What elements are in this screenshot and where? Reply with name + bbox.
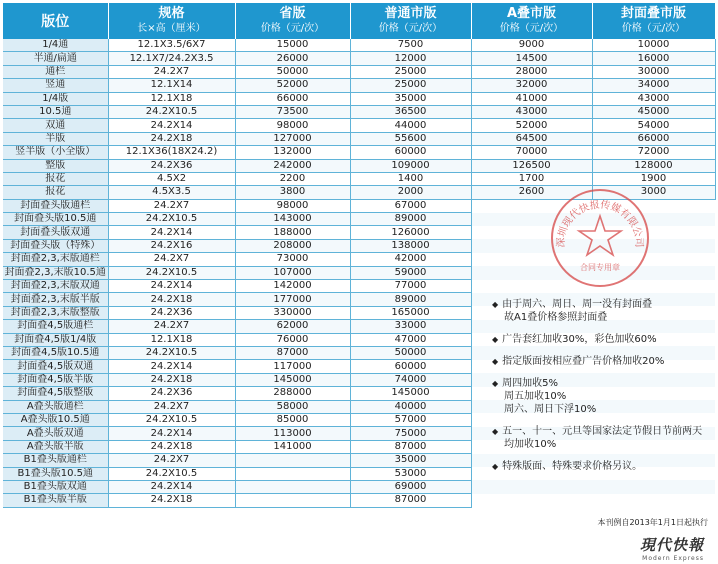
table-cell: 107000 <box>235 266 350 279</box>
table-cell: 72000 <box>592 146 715 159</box>
column-header-title: 封面叠市版 <box>620 6 686 21</box>
note-item <box>484 377 714 416</box>
table-row <box>3 52 715 65</box>
row-label: 封面叠头版双通 <box>3 226 108 239</box>
table-cell: 177000 <box>235 293 350 306</box>
row-label: 封面叠2,3,末版通栏 <box>3 253 108 266</box>
table-cell: 66000 <box>235 92 350 105</box>
row-label: 封面叠2,3,末版整版 <box>3 306 108 319</box>
table-cell: 24.2X10.5 <box>108 413 235 426</box>
note-line: ◆ 由于周六、周日、周一没有封面叠 <box>484 298 714 311</box>
table-cell: 9000 <box>471 39 592 52</box>
column-header-title: 规格 <box>158 6 185 21</box>
table-cell: 145000 <box>235 373 350 386</box>
column-header-title: 版位 <box>41 14 70 30</box>
table-row <box>3 79 715 92</box>
table-row <box>3 65 715 78</box>
table-cell <box>471 494 592 507</box>
table-cell: 85000 <box>235 413 350 426</box>
table-row <box>3 494 715 507</box>
note-item <box>484 460 714 473</box>
table-cell: 24.2X14 <box>108 427 235 440</box>
column-header <box>350 3 471 39</box>
table-row <box>3 92 715 105</box>
table-cell: 24.2X18 <box>108 494 235 507</box>
table-cell: 74000 <box>350 373 471 386</box>
note-line: ◆ 五一、十一、元旦等国家法定节假日节前两天 <box>484 425 714 438</box>
table-cell: 64500 <box>471 132 592 145</box>
table-cell: 77000 <box>350 280 471 293</box>
note-line: ◆ 广告套红加收30%，彩色加收60% <box>484 333 714 346</box>
row-label: A叠头版半版 <box>3 440 108 453</box>
row-label: B1叠头版通栏 <box>3 454 108 467</box>
table-cell <box>592 480 715 493</box>
table-cell: 143000 <box>235 213 350 226</box>
table-cell: 12.1X14 <box>108 79 235 92</box>
table-cell: 28000 <box>471 65 592 78</box>
table-cell: 12.1X3.5/6X7 <box>108 39 235 52</box>
row-label: 整版 <box>3 159 108 172</box>
row-label: 报花 <box>3 186 108 199</box>
table-cell: 24.2X36 <box>108 306 235 319</box>
row-label: 封面叠头版10.5通 <box>3 213 108 226</box>
table-cell: 3000 <box>592 186 715 199</box>
table-cell: 24.2X36 <box>108 387 235 400</box>
table-cell: 14500 <box>471 52 592 65</box>
row-label: 封面叠4,5版通栏 <box>3 320 108 333</box>
table-row <box>3 146 715 159</box>
table-cell: 126000 <box>350 226 471 239</box>
table-cell: 24.2X7 <box>108 253 235 266</box>
brand-name: 現代快報 <box>639 536 704 554</box>
table-cell: 87000 <box>350 494 471 507</box>
table-cell: 45000 <box>592 105 715 118</box>
note-item <box>484 333 714 346</box>
column-header-unit: 价格（元/次） <box>621 23 686 34</box>
table-cell: 12.1X18 <box>108 92 235 105</box>
table-row <box>3 480 715 493</box>
table-cell: 141000 <box>235 440 350 453</box>
note-line: ◆ 指定版面按相应叠广告价格加收20% <box>484 355 714 368</box>
row-label: 竖通 <box>3 79 108 92</box>
table-cell: 24.2X10.5 <box>108 105 235 118</box>
table-cell: 288000 <box>235 387 350 400</box>
table-cell: 16000 <box>592 52 715 65</box>
table-cell: 43000 <box>592 92 715 105</box>
table-cell: 33000 <box>350 320 471 333</box>
row-label: A叠头版10.5通 <box>3 413 108 426</box>
table-cell: 60000 <box>350 146 471 159</box>
table-cell: 24.2X7 <box>108 199 235 212</box>
table-cell: 24.2X7 <box>108 454 235 467</box>
note-line: 周五加收10% <box>504 391 567 402</box>
table-cell: 30000 <box>592 65 715 78</box>
table-cell: 12000 <box>350 52 471 65</box>
table-cell: 35000 <box>350 454 471 467</box>
row-label: 封面叠4,5版双通 <box>3 360 108 373</box>
table-cell: 24.2X7 <box>108 400 235 413</box>
column-header-unit: 长×高（厘米） <box>137 23 206 34</box>
table-cell <box>235 494 350 507</box>
table-cell: 89000 <box>350 213 471 226</box>
table-cell: 62000 <box>235 320 350 333</box>
table-cell: 24.2X14 <box>108 480 235 493</box>
table-cell: 10000 <box>592 39 715 52</box>
note-item <box>484 355 714 368</box>
note-item <box>484 425 714 451</box>
table-cell: 330000 <box>235 306 350 319</box>
note-line: ◆ 特殊版面、特殊要求价格另议。 <box>484 460 714 473</box>
column-header <box>592 3 715 39</box>
table-cell: 24.2X14 <box>108 360 235 373</box>
table-row <box>3 39 715 52</box>
row-label: 双通 <box>3 119 108 132</box>
table-cell: 145000 <box>350 387 471 400</box>
table-cell <box>235 454 350 467</box>
table-cell: 117000 <box>235 360 350 373</box>
note-line: ◆ 周四加收5% <box>484 377 714 390</box>
notes-list <box>484 298 714 482</box>
note-line: 周六、周日下浮10% <box>504 404 597 415</box>
effective-date-note: 本刊例自2013年1月1日起执行 <box>597 518 708 527</box>
seal-subtext: 合同专用章 <box>580 263 620 272</box>
table-cell: 24.2X18 <box>108 132 235 145</box>
table-cell: 98000 <box>235 119 350 132</box>
table-cell: 15000 <box>235 39 350 52</box>
row-label: 封面叠4,5版整版 <box>3 387 108 400</box>
table-cell: 24.2X16 <box>108 239 235 252</box>
table-cell: 47000 <box>350 333 471 346</box>
table-cell: 24.2X14 <box>108 226 235 239</box>
row-label: 半版 <box>3 132 108 145</box>
table-cell: 76000 <box>235 333 350 346</box>
column-header-title: 省版 <box>279 6 306 21</box>
table-cell: 24.2X36 <box>108 159 235 172</box>
table-cell: 70000 <box>471 146 592 159</box>
table-cell: 41000 <box>471 92 592 105</box>
table-cell: 57000 <box>350 413 471 426</box>
table-cell: 138000 <box>350 239 471 252</box>
table-header-row <box>3 3 715 39</box>
row-label: 封面叠4,5版1/4版 <box>3 333 108 346</box>
row-label: 半通/扁通 <box>3 52 108 65</box>
row-label: 封面叠2,3,末版10.5通 <box>3 266 108 279</box>
table-cell: 142000 <box>235 280 350 293</box>
table-cell: 3800 <box>235 186 350 199</box>
table-cell: 66000 <box>592 132 715 145</box>
table-cell: 4.5X3.5 <box>108 186 235 199</box>
table-cell: 109000 <box>350 159 471 172</box>
table-cell: 24.2X10.5 <box>108 346 235 359</box>
column-header <box>3 3 108 39</box>
table-cell: 24.2X18 <box>108 293 235 306</box>
table-cell: 24.2X7 <box>108 320 235 333</box>
table-cell: 7500 <box>350 39 471 52</box>
brand-subtitle: Modern Express <box>642 555 704 562</box>
table-cell: 35000 <box>350 92 471 105</box>
table-cell: 52000 <box>235 79 350 92</box>
table-cell: 50000 <box>235 65 350 78</box>
table-cell: 50000 <box>350 346 471 359</box>
table-cell: 60000 <box>350 360 471 373</box>
table-cell: 52000 <box>471 119 592 132</box>
row-label: 竖半版（小全版） <box>3 146 108 159</box>
row-label: 封面叠2,3,末版半版 <box>3 293 108 306</box>
row-label: A叠头版通栏 <box>3 400 108 413</box>
column-header-unit: 价格（元/次） <box>260 23 325 34</box>
row-label: 封面叠2,3,末版双通 <box>3 280 108 293</box>
table-cell: 53000 <box>350 467 471 480</box>
table-cell: 128000 <box>592 159 715 172</box>
table-cell <box>592 494 715 507</box>
brand-logo <box>640 534 704 562</box>
table-cell: 24.2X18 <box>108 373 235 386</box>
table-cell: 55600 <box>350 132 471 145</box>
column-header <box>235 3 350 39</box>
table-cell: 40000 <box>350 400 471 413</box>
table-cell: 89000 <box>350 293 471 306</box>
table-cell: 24.2X14 <box>108 119 235 132</box>
table-cell <box>235 480 350 493</box>
table-row <box>3 132 715 145</box>
table-cell: 208000 <box>235 239 350 252</box>
table-cell: 43000 <box>471 105 592 118</box>
table-row <box>3 105 715 118</box>
column-header-title: 普通市版 <box>384 6 437 21</box>
table-cell: 12.1X18 <box>108 333 235 346</box>
table-cell: 132000 <box>235 146 350 159</box>
table-cell: 25000 <box>350 65 471 78</box>
table-cell: 1400 <box>350 172 471 185</box>
table-cell: 126500 <box>471 159 592 172</box>
table-cell: 188000 <box>235 226 350 239</box>
table-cell: 32000 <box>471 79 592 92</box>
table-cell: 24.2X7 <box>108 65 235 78</box>
table-cell: 1700 <box>471 172 592 185</box>
table-cell: 59000 <box>350 266 471 279</box>
row-label: 10.5通 <box>3 105 108 118</box>
table-cell: 242000 <box>235 159 350 172</box>
column-header <box>471 3 592 39</box>
table-cell: 127000 <box>235 132 350 145</box>
table-cell: 4.5X2 <box>108 172 235 185</box>
table-cell: 87000 <box>235 346 350 359</box>
table-cell: 24.2X10.5 <box>108 213 235 226</box>
column-header-title: A叠市版 <box>506 6 557 21</box>
table-cell: 87000 <box>350 440 471 453</box>
table-cell: 24.2X14 <box>108 280 235 293</box>
table-cell <box>235 467 350 480</box>
table-cell <box>471 480 592 493</box>
table-cell: 2000 <box>350 186 471 199</box>
table-cell: 1900 <box>592 172 715 185</box>
row-label: 1/4版 <box>3 92 108 105</box>
row-label: 1/4通 <box>3 39 108 52</box>
table-cell: 12.1X7/24.2X3.5 <box>108 52 235 65</box>
table-cell: 44000 <box>350 119 471 132</box>
table-cell: 165000 <box>350 306 471 319</box>
table-cell: 12.1X36(18X24.2) <box>108 146 235 159</box>
table-cell: 75000 <box>350 427 471 440</box>
table-cell: 58000 <box>235 400 350 413</box>
column-header-unit: 价格（元/次） <box>378 23 443 34</box>
table-cell: 69000 <box>350 480 471 493</box>
note-item <box>484 298 714 324</box>
table-cell: 73500 <box>235 105 350 118</box>
table-cell: 26000 <box>235 52 350 65</box>
table-cell: 42000 <box>350 253 471 266</box>
note-line: 均加收10% <box>504 439 557 450</box>
table-cell: 73000 <box>235 253 350 266</box>
company-seal <box>548 186 652 290</box>
table-cell: 113000 <box>235 427 350 440</box>
row-label: B1叠头版10.5通 <box>3 467 108 480</box>
table-row <box>3 159 715 172</box>
table-cell: 34000 <box>592 79 715 92</box>
column-header-unit: 价格（元/次） <box>499 23 564 34</box>
row-label: 封面叠4,5版10.5通 <box>3 346 108 359</box>
seal-text: 深圳现代快报传媒有限公司 <box>555 199 645 248</box>
table-cell: 67000 <box>350 199 471 212</box>
row-label: 封面叠头版通栏 <box>3 199 108 212</box>
table-cell: 25000 <box>350 79 471 92</box>
table-cell: 24.2X18 <box>108 440 235 453</box>
row-label: B1叠头版半版 <box>3 494 108 507</box>
row-label: 封面叠4,5版半版 <box>3 373 108 386</box>
row-label: A叠头版双通 <box>3 427 108 440</box>
column-header <box>108 3 235 39</box>
table-row <box>3 119 715 132</box>
table-cell: 2600 <box>471 186 592 199</box>
table-cell: 24.2X10.5 <box>108 266 235 279</box>
note-line: 故A1叠价格参照封面叠 <box>504 312 608 323</box>
table-cell: 54000 <box>592 119 715 132</box>
table-cell: 98000 <box>235 199 350 212</box>
row-label: 报花 <box>3 172 108 185</box>
table-row <box>3 172 715 185</box>
table-cell: 24.2X10.5 <box>108 467 235 480</box>
table-cell: 36500 <box>350 105 471 118</box>
row-label: B1叠头版双通 <box>3 480 108 493</box>
row-label: 封面叠头版（特殊） <box>3 239 108 252</box>
table-cell: 2200 <box>235 172 350 185</box>
row-label: 通栏 <box>3 65 108 78</box>
